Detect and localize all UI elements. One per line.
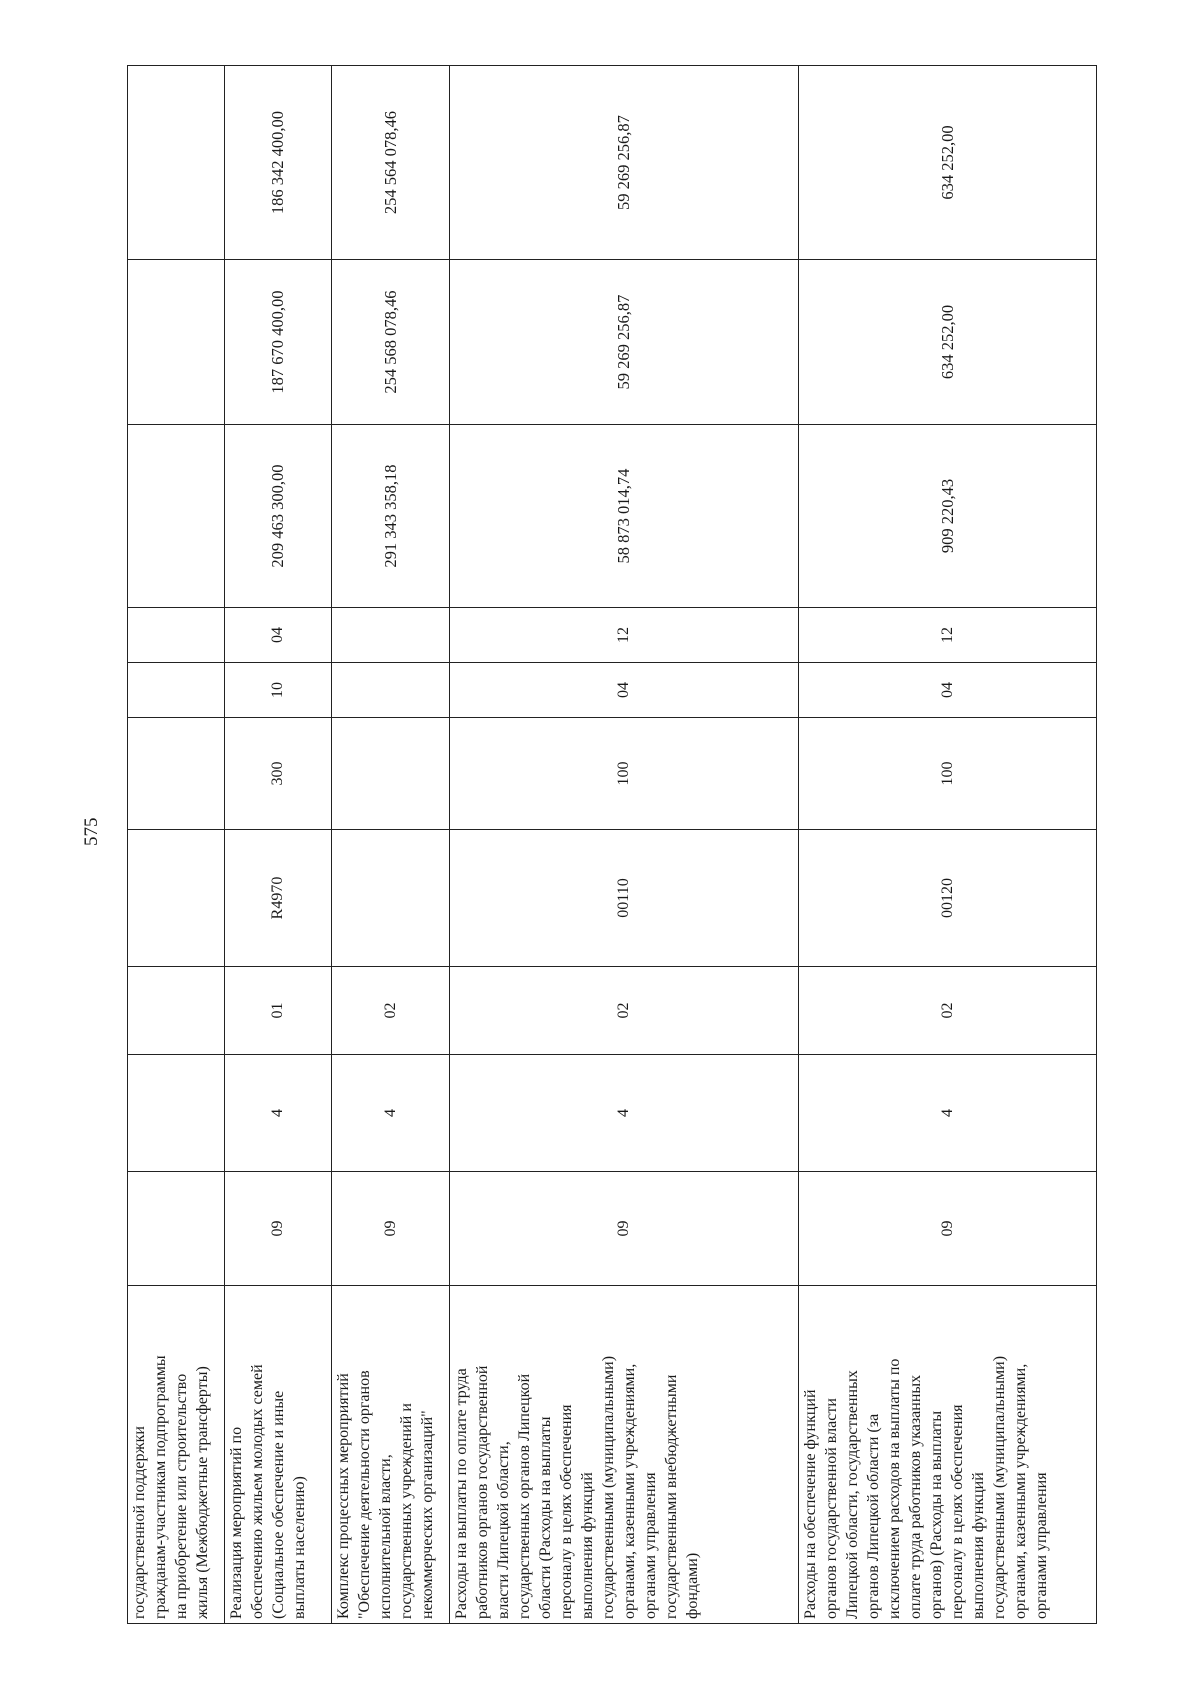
code-cell [128, 1055, 225, 1172]
code-cell [128, 1172, 225, 1286]
code-cell: 09 [799, 1172, 1097, 1286]
code-cell: 04 [225, 608, 332, 663]
code-cell [128, 608, 225, 663]
amount-cell: 909 220,43 [799, 425, 1097, 608]
amount-cell: 59 269 256,87 [450, 260, 799, 425]
amount-cell: 187 670 400,00 [225, 260, 332, 425]
code-cell: 100 [799, 718, 1097, 830]
code-cell [332, 663, 450, 718]
row-name-cell: государственной поддержки гражданам-участникам подпрограммы на приобретение или строительство жилья (Межбюджетные трансферты) [128, 1286, 225, 1624]
code-cell: R4970 [225, 830, 332, 967]
code-cell: 04 [799, 663, 1097, 718]
code-cell: 4 [332, 1055, 450, 1172]
amount-cell: 254 564 078,46 [332, 66, 450, 260]
row-name-cell: Реализация мероприятий по обеспечению жильем молодых семей (Социальное обеспечение и иные выплаты населению) [225, 1286, 332, 1624]
amount-cell: 634 252,00 [799, 66, 1097, 260]
amount-cell [128, 66, 225, 260]
code-cell [128, 718, 225, 830]
code-cell: 12 [799, 608, 1097, 663]
code-cell: 4 [225, 1055, 332, 1172]
table-row [128, 66, 225, 1624]
table-row [799, 66, 1097, 1624]
code-cell: 00120 [799, 830, 1097, 967]
code-cell [128, 830, 225, 967]
table-row [332, 66, 450, 1624]
page-number: 575 [81, 817, 102, 846]
row-name-cell: Комплекс процессных мероприятий "Обеспечение деятельности органов исполнительной власти, государственных учреждений и некоммерческих организаций" [332, 1286, 450, 1624]
amount-cell: 634 252,00 [799, 260, 1097, 425]
code-cell: 09 [332, 1172, 450, 1286]
code-cell: 100 [450, 718, 799, 830]
code-cell: 4 [799, 1055, 1097, 1172]
amount-cell: 291 343 358,18 [332, 425, 450, 608]
row-name-cell: Расходы на выплаты по оплате труда работников органов государственной власти Липецкой области, государственных органов Липецкой области (Расходы на выплаты персоналу в целях обеспечения выполнения функций государственными (муниципальными) органами, казенными учреждениями, органами управления государственными внебюджетными фондами) [450, 1286, 799, 1624]
row-name-cell: Расходы на обеспечение функций органов государственной власти Липецкой области, государственных органов Липецкой области (за исключением расходов на выплаты по оплате труда работников указанных органов) (Расходы на выплаты персоналу в целях обеспечения выполнения функций государственными (муниципальными) органами, казенными учреждениями, органами управления [799, 1286, 1097, 1624]
amount-cell: 186 342 400,00 [225, 66, 332, 260]
code-cell: 02 [332, 967, 450, 1055]
code-cell: 02 [450, 967, 799, 1055]
code-cell: 09 [450, 1172, 799, 1286]
code-cell: 10 [225, 663, 332, 718]
code-cell [332, 608, 450, 663]
code-cell: 01 [225, 967, 332, 1055]
code-cell: 02 [799, 967, 1097, 1055]
amount-cell [128, 425, 225, 608]
code-cell: 300 [225, 718, 332, 830]
table-row [225, 66, 332, 1624]
amount-cell: 59 269 256,87 [450, 66, 799, 260]
amount-cell: 254 568 078,46 [332, 260, 450, 425]
amount-cell: 209 463 300,00 [225, 425, 332, 608]
code-cell: 4 [450, 1055, 799, 1172]
amount-cell: 58 873 014,74 [450, 425, 799, 608]
code-cell: 09 [225, 1172, 332, 1286]
budget-table-rotated [127, 66, 1096, 1624]
table-row [450, 66, 799, 1624]
code-cell: 00110 [450, 830, 799, 967]
amount-cell [128, 260, 225, 425]
table-body [128, 66, 1097, 1624]
code-cell [128, 967, 225, 1055]
code-cell: 12 [450, 608, 799, 663]
code-cell [332, 718, 450, 830]
code-cell [332, 830, 450, 967]
code-cell [128, 663, 225, 718]
code-cell: 04 [450, 663, 799, 718]
budget-table [127, 65, 1097, 1624]
